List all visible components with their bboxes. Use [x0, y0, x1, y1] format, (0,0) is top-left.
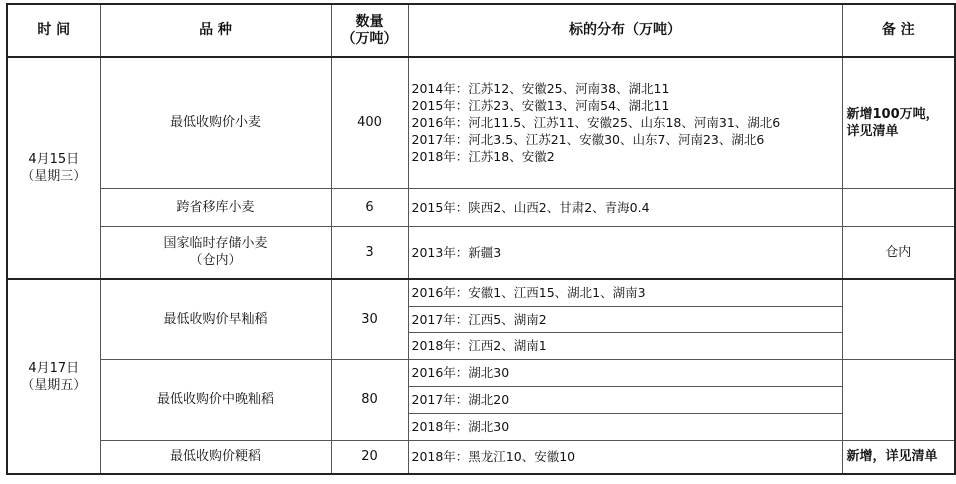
distribution-cell — [408, 57, 842, 188]
variety-cell: 跨省移库小麦 — [100, 188, 331, 226]
distribution-cell: 2018年：湖北30 — [408, 413, 842, 440]
quantity-cell: 30 — [331, 279, 408, 359]
date: 4月17日 — [28, 360, 80, 376]
header-row — [7, 4, 955, 57]
weekday: （星期五） — [21, 377, 87, 393]
distribution-cell: 2017年：湖北20 — [408, 386, 842, 413]
variety-cell: 最低收购价小麦 — [100, 57, 331, 188]
remark-cell — [842, 188, 955, 226]
quantity-cell: 6 — [331, 188, 408, 226]
distribution-cell: 2013年：新疆3 — [408, 226, 842, 279]
distribution-line: 2017年：河北3.5、江苏21、安徽30、山东7、河南23、湖北6 — [411, 132, 765, 148]
date: 4月15日 — [28, 152, 80, 167]
header-quantity-unit: （万吨） — [341, 30, 398, 47]
variety-name: 国家临时存储小麦 — [163, 236, 268, 252]
distribution-cell: 2016年：安徽1、江西15、湖北1、湖南3 — [408, 279, 842, 306]
remark-cell — [842, 57, 955, 188]
distribution-line: 2014年：江苏12、安徽25、河南38、湖北11 — [411, 81, 670, 97]
distribution-cell: 2016年：湖北30 — [408, 359, 842, 386]
remark-line: 详见清单 — [846, 123, 899, 139]
variety-cell: 最低收购价粳稻 — [100, 440, 331, 474]
date-cell — [7, 279, 100, 474]
header-time: 时 间 — [7, 4, 100, 57]
quantity-cell: 20 — [331, 440, 408, 474]
table-row — [7, 57, 955, 188]
table-row — [7, 359, 955, 386]
header-distribution: 标的分布（万吨） — [408, 4, 842, 57]
remark-cell — [842, 359, 955, 440]
distribution-line: 2015年：江苏23、安徽13、河南54、湖北11 — [411, 98, 670, 114]
table-row — [7, 279, 955, 306]
header-variety: 品 种 — [100, 4, 331, 57]
distribution-cell: 2018年：江西2、湖南1 — [408, 332, 842, 359]
table-row — [7, 188, 955, 226]
remark-cell — [842, 279, 955, 359]
weekday: （星期三） — [21, 169, 87, 184]
auction-schedule-table — [6, 3, 956, 475]
header-quantity-label: 数量 — [355, 13, 384, 30]
quantity-cell: 80 — [331, 359, 408, 440]
remark-line: 新增100万吨， — [846, 106, 939, 122]
variety-cell: 最低收购价早籼稻 — [100, 279, 331, 359]
header-remark: 备 注 — [842, 4, 955, 57]
table-row — [7, 440, 955, 474]
variety-cell: 最低收购价中晚籼稻 — [100, 359, 331, 440]
distribution-cell: 2018年：黑龙江10、安徽10 — [408, 440, 842, 474]
table-row — [7, 226, 955, 279]
remark-cell: 新增，详见清单 — [842, 440, 955, 474]
distribution-line: 2018年：江苏18、安徽2 — [411, 149, 555, 165]
quantity-cell: 400 — [331, 57, 408, 188]
quantity-cell: 3 — [331, 226, 408, 279]
distribution-cell: 2015年：陕西2、山西2、甘肃2、青海0.4 — [408, 188, 842, 226]
remark-cell: 仓内 — [842, 226, 955, 279]
date-cell — [7, 57, 100, 279]
variety-cell — [100, 226, 331, 279]
distribution-cell: 2017年：江西5、湖南2 — [408, 306, 842, 332]
header-quantity — [331, 4, 408, 57]
variety-qualifier: （仓内） — [189, 253, 242, 269]
distribution-line: 2016年：河北11.5、江苏11、安徽25、山东18、河南31、湖北6 — [411, 115, 781, 131]
